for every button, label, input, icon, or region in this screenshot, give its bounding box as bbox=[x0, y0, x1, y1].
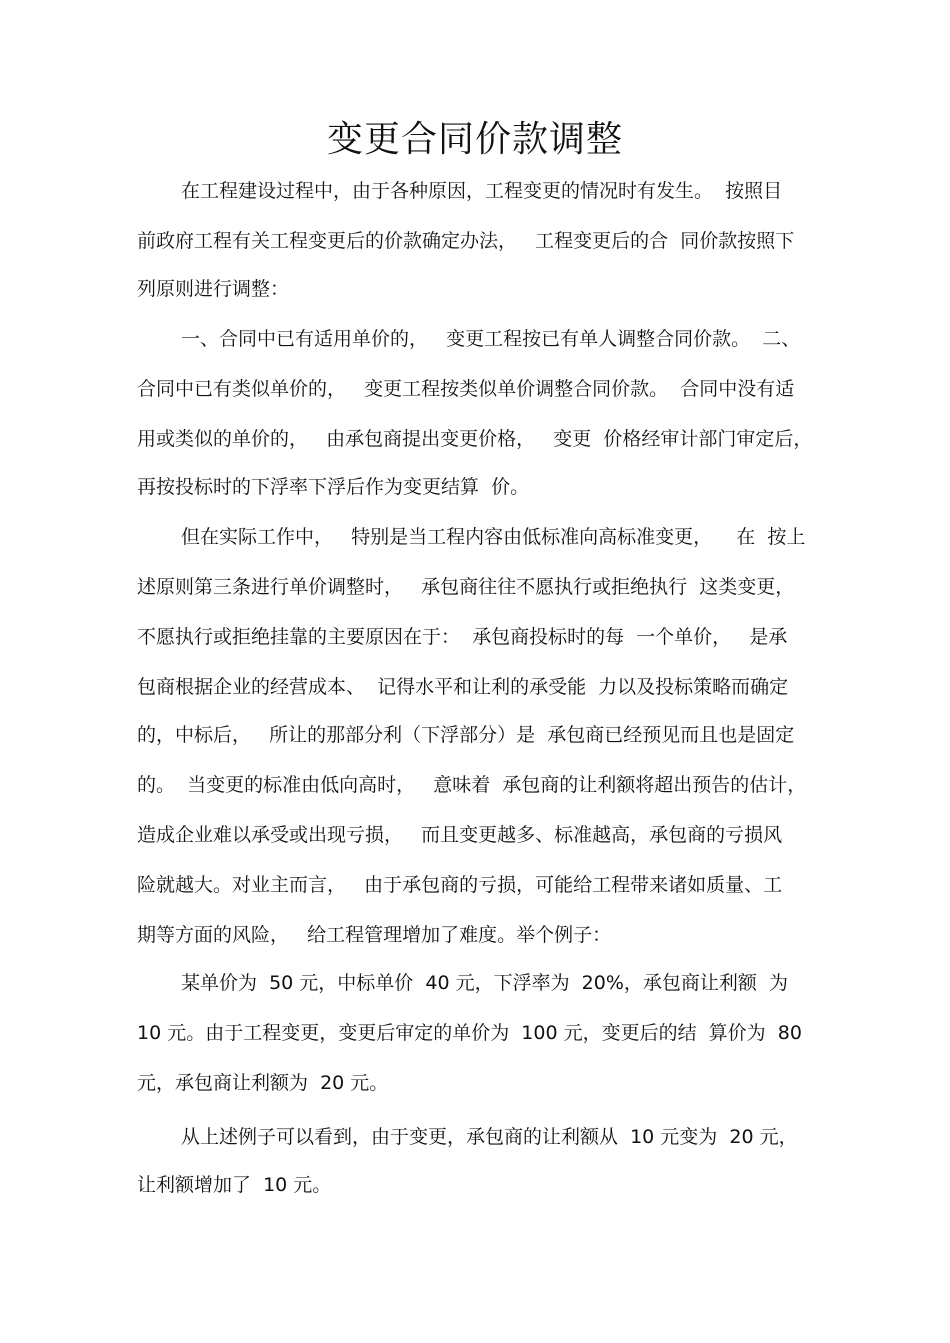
paragraph-4-line-3: 元，承包商让利额为 20 元。 bbox=[137, 1072, 389, 1094]
paragraph-3-line-2: 述原则第三条进行单价调整时， 承包商往往不愿执行或拒绝执行 这类变更， bbox=[137, 576, 795, 598]
paragraph-4-line-2: 10 元。由于工程变更，变更后审定的单价为 100 元，变更后的结 算价为 80 bbox=[137, 1022, 802, 1044]
paragraph-3-line-4: 包商根据企业的经营成本、 记得水平和让利的承受能 力以及投标策略而确定 bbox=[137, 676, 789, 698]
paragraph-3-line-7: 造成企业难以承受或出现亏损， 而且变更越多、标准越高，承包商的亏损风 bbox=[137, 824, 783, 846]
paragraph-5-line-2: 让利额增加了 10 元。 bbox=[137, 1174, 332, 1196]
document-title: 变更合同价款调整 bbox=[326, 119, 623, 160]
paragraph-3-line-1: 但在实际工作中， 特别是当工程内容由低标准向高标准变更， 在 按上 bbox=[181, 526, 806, 548]
paragraph-3-line-8: 险就越大。对业主而言， 由于承包商的亏损，可能给工程带来诸如质量、工 bbox=[137, 874, 783, 896]
paragraph-1-line-3: 列原则进行调整： bbox=[137, 278, 290, 300]
paragraph-1-line-1: 在工程建设过程中，由于各种原因，工程变更的情况时有发生。 按照目 bbox=[181, 180, 783, 202]
paragraph-4-line-1: 某单价为 50 元，中标单价 40 元，下浮率为 20%，承包商让利额 为 bbox=[181, 972, 788, 994]
paragraph-2-line-1: 一、合同中已有适用单价的， 变更工程按已有单人调整合同价款。 二、 bbox=[181, 328, 801, 350]
paragraph-3-line-9: 期等方面的风险， 给工程管理增加了难度。举个例子： bbox=[137, 924, 612, 946]
paragraph-5-line-1: 从上述例子可以看到，由于变更，承包商的让利额从 10 元变为 20 元， bbox=[181, 1126, 798, 1148]
paragraph-2-line-2: 合同中已有类似单价的， 变更工程按类似单价调整合同价款。 合同中没有适 bbox=[137, 378, 795, 400]
paragraph-3-line-3: 不愿执行或拒绝挂靠的主要原因在于： 承包商投标时的每 一个单价， 是承 bbox=[137, 626, 788, 648]
paragraph-2-line-3: 用或类似的单价的， 由承包商提出变更价格， 变更 价格经审计部门审定后， bbox=[137, 428, 813, 450]
paragraph-2-line-4: 再按投标时的下浮率下浮后作为变更结算 价。 bbox=[137, 476, 530, 498]
paragraph-3-line-6: 的。 当变更的标准由低向高时， 意味着 承包商的让利额将超出预告的估计， bbox=[137, 774, 807, 796]
paragraph-1-line-2: 前政府工程有关工程变更后的价款确定办法， 工程变更后的合 同价款按照下 bbox=[137, 230, 795, 252]
paragraph-3-line-5: 的，中标后， 所让的那部分利（下浮部分）是 承包商已经预见而且也是固定 bbox=[137, 724, 795, 746]
